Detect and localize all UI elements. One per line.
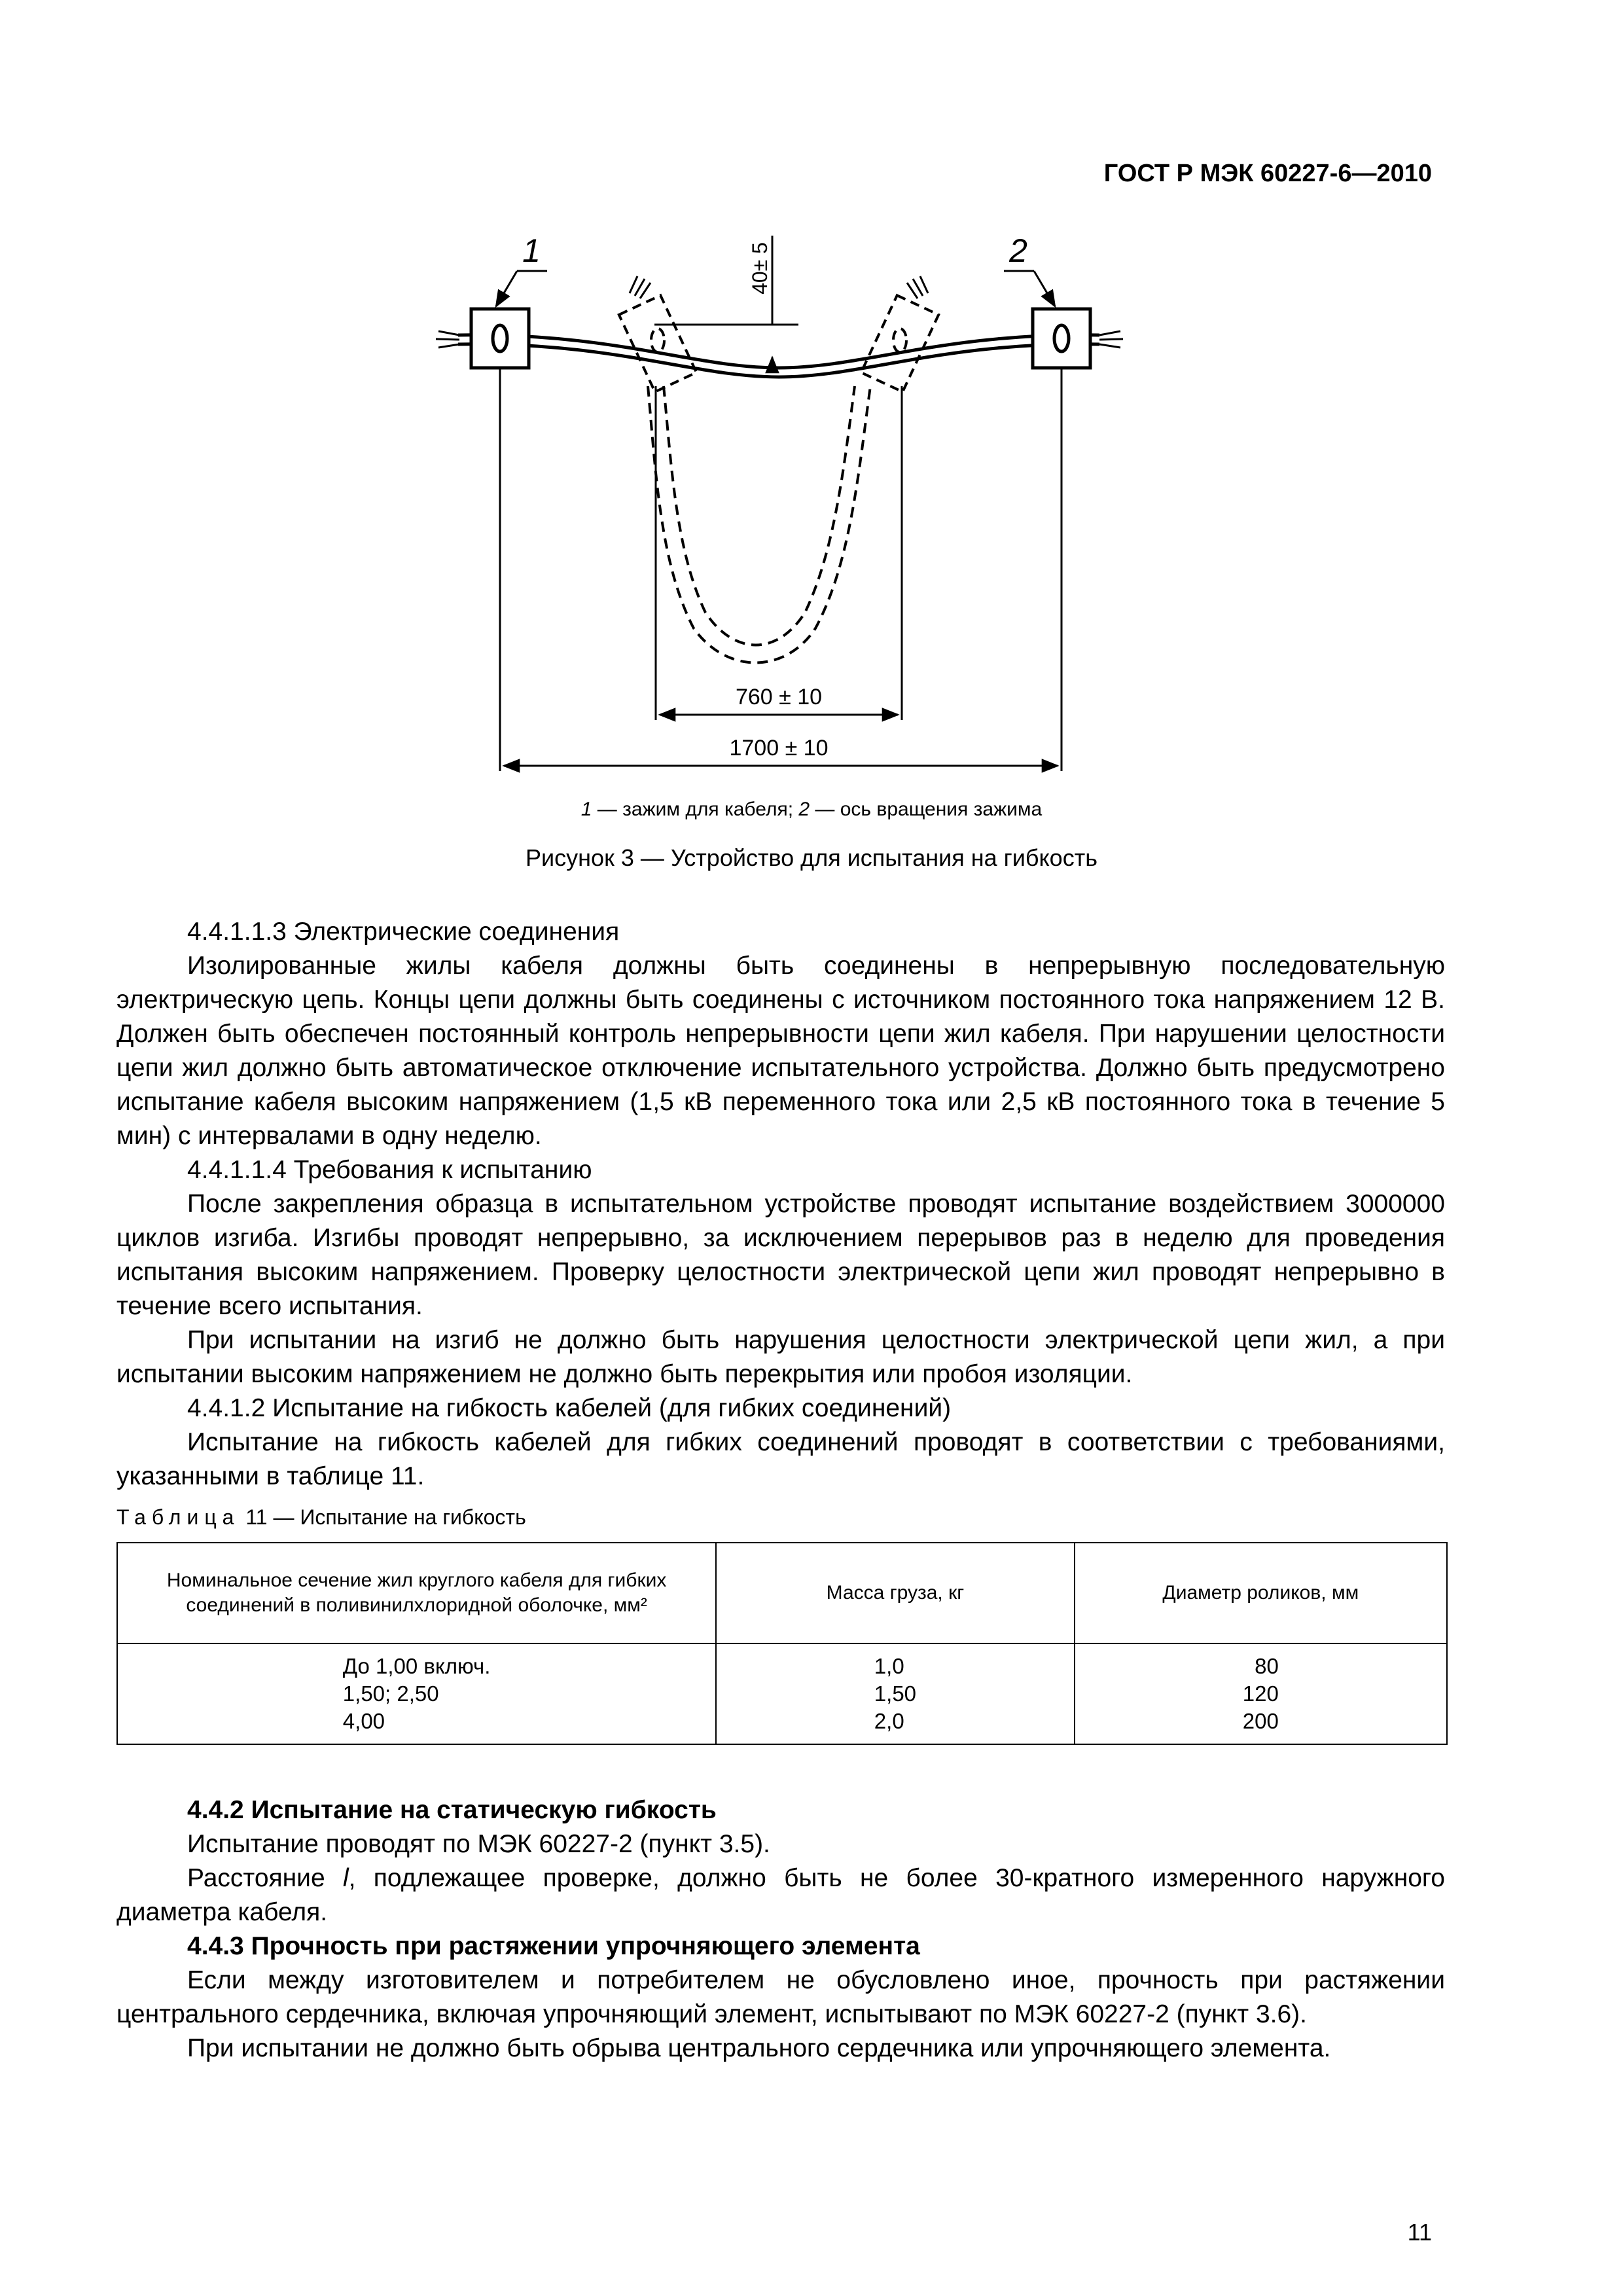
table-cell-weight: 1,0 1,50 2,0 <box>716 1643 1074 1744</box>
dim-inner-label: 760 ± 10 <box>735 685 823 709</box>
figure-3-drawing <box>419 223 1139 798</box>
label-1: 1 <box>522 232 541 269</box>
table-header-weight: Масса груза, кг <box>716 1543 1074 1643</box>
table-cell-roller-diameter: 80 120 200 <box>1075 1643 1447 1744</box>
para-electrical-connections: Изолированные жилы кабеля должны быть соединены в непрерывную последовательную электрическую цепь. Концы цепи должны быть соединены с источником постоянного тока напряжением 12 В. Должен быть обеспечен постоянный контроль непрерывности цепи жил кабеля. При нарушении целостности цепи жил должно быть автоматическое отключение испытательного устройства. Должно быть предусмотрено испытание кабеля высоким напряжением (1,5 кВ переменного тока или 2,5 кВ постоянного тока в течение 5 мин) с интервалами в одну неделю. <box>116 952 1445 1150</box>
page-number: 11 <box>1407 2219 1432 2246</box>
para-4-4-1-1-4-heading: 4.4.1.1.4 Требования к испытанию <box>187 1156 592 1184</box>
para-no-break: При испытании не должно быть обрыва центрального сердечника или упрочняющего элемента. <box>187 2034 1331 2062</box>
body-text-top <box>116 915 1445 1494</box>
dim-outer-label: 1700 ± 10 <box>729 736 829 761</box>
table-row <box>117 1643 1447 1744</box>
rotated-strands <box>630 276 928 298</box>
para-bending-requirement: При испытании на изгиб не должно быть нарушения целостности электрической цепи жил, а при испытании высоким напряжением не должно быть перекрытия или пробоя изоляции. <box>116 1326 1445 1388</box>
body-text-bottom <box>116 1793 1445 2066</box>
para-test-requirements: После закрепления образца в испытательном устройстве проводят испытание воздействием 3000000 циклов изгиба. Изгибы проводят непрерывно, за исключением перерывов раз в неделю для проведения испытания высоким напряжением. Проверку целостности электрической цепи жил проводят непрерывно в течение всего испытания. <box>116 1190 1445 1320</box>
cable-end-left <box>436 331 459 348</box>
cable-end-right <box>1099 331 1123 348</box>
clamp-right <box>1033 309 1090 368</box>
table-cell-cross-section: До 1,00 включ. 1,50; 2,50 4,00 <box>117 1643 716 1744</box>
cable <box>458 335 1099 377</box>
heading-4-4-3: 4.4.3 Прочность при растяжении упрочняющего элемента <box>187 1932 920 1960</box>
table-header-cross-section: Номинальное сечение жил круглого кабеля для гибких соединений в поливинилхлоридной оболочке, мм² <box>117 1543 716 1643</box>
table-header-roller-diameter: Диаметр роликов, мм <box>1075 1543 1447 1643</box>
table-11 <box>116 1542 1448 1745</box>
cable-bent-dashed <box>648 386 870 663</box>
dim-vertical-label: 40± 5 <box>748 242 772 295</box>
clamp-rotated-right <box>861 295 938 391</box>
extension-lines <box>500 368 1061 771</box>
leader-1 <box>496 271 517 306</box>
figure-legend: 1 — зажим для кабеля; 2 — ось вращения зажима <box>580 798 1043 820</box>
figure-caption: Рисунок 3 — Устройство для испытания на гибкость <box>526 844 1097 871</box>
heading-4-4-2: 4.4.2 Испытание на статическую гибкость <box>187 1796 717 1824</box>
dim-vertical <box>654 236 798 372</box>
clamp-rotated-left <box>619 295 696 391</box>
label-2: 2 <box>1009 232 1027 269</box>
para-4-4-1-1-3-heading: 4.4.1.1.3 Электрические соединения <box>187 918 620 946</box>
para-flexibility-test: Испытание на гибкость кабелей для гибких соединений проводят в соответствии с требованиями, указанными в таблице 11. <box>116 1428 1445 1490</box>
clamp-left <box>471 309 529 368</box>
para-static-test: Испытание проводят по МЭК 60227-2 (пункт 3.5). <box>187 1830 770 1858</box>
table-header-row <box>117 1543 1447 1643</box>
para-distance: Расстояние l, подлежащее проверке, должно быть не более 30-кратного измеренного наружного диаметра кабеля. <box>116 1864 1445 1926</box>
leader-2 <box>1034 271 1055 306</box>
table-title: Таблица 11 — Испытание на гибкость <box>116 1505 526 1529</box>
standard-designation: ГОСТ Р МЭК 60227-6—2010 <box>1103 160 1432 187</box>
para-4-4-1-2-heading: 4.4.1.2 Испытание на гибкость кабелей (для гибких соединений) <box>187 1394 952 1422</box>
para-tensile-strength: Если между изготовителем и потребителем не обусловлено иное, прочность при растяжении центрального сердечника, включая упрочняющий элемент, испытывают по МЭК 60227-2 (пункт 3.6). <box>116 1966 1445 2028</box>
